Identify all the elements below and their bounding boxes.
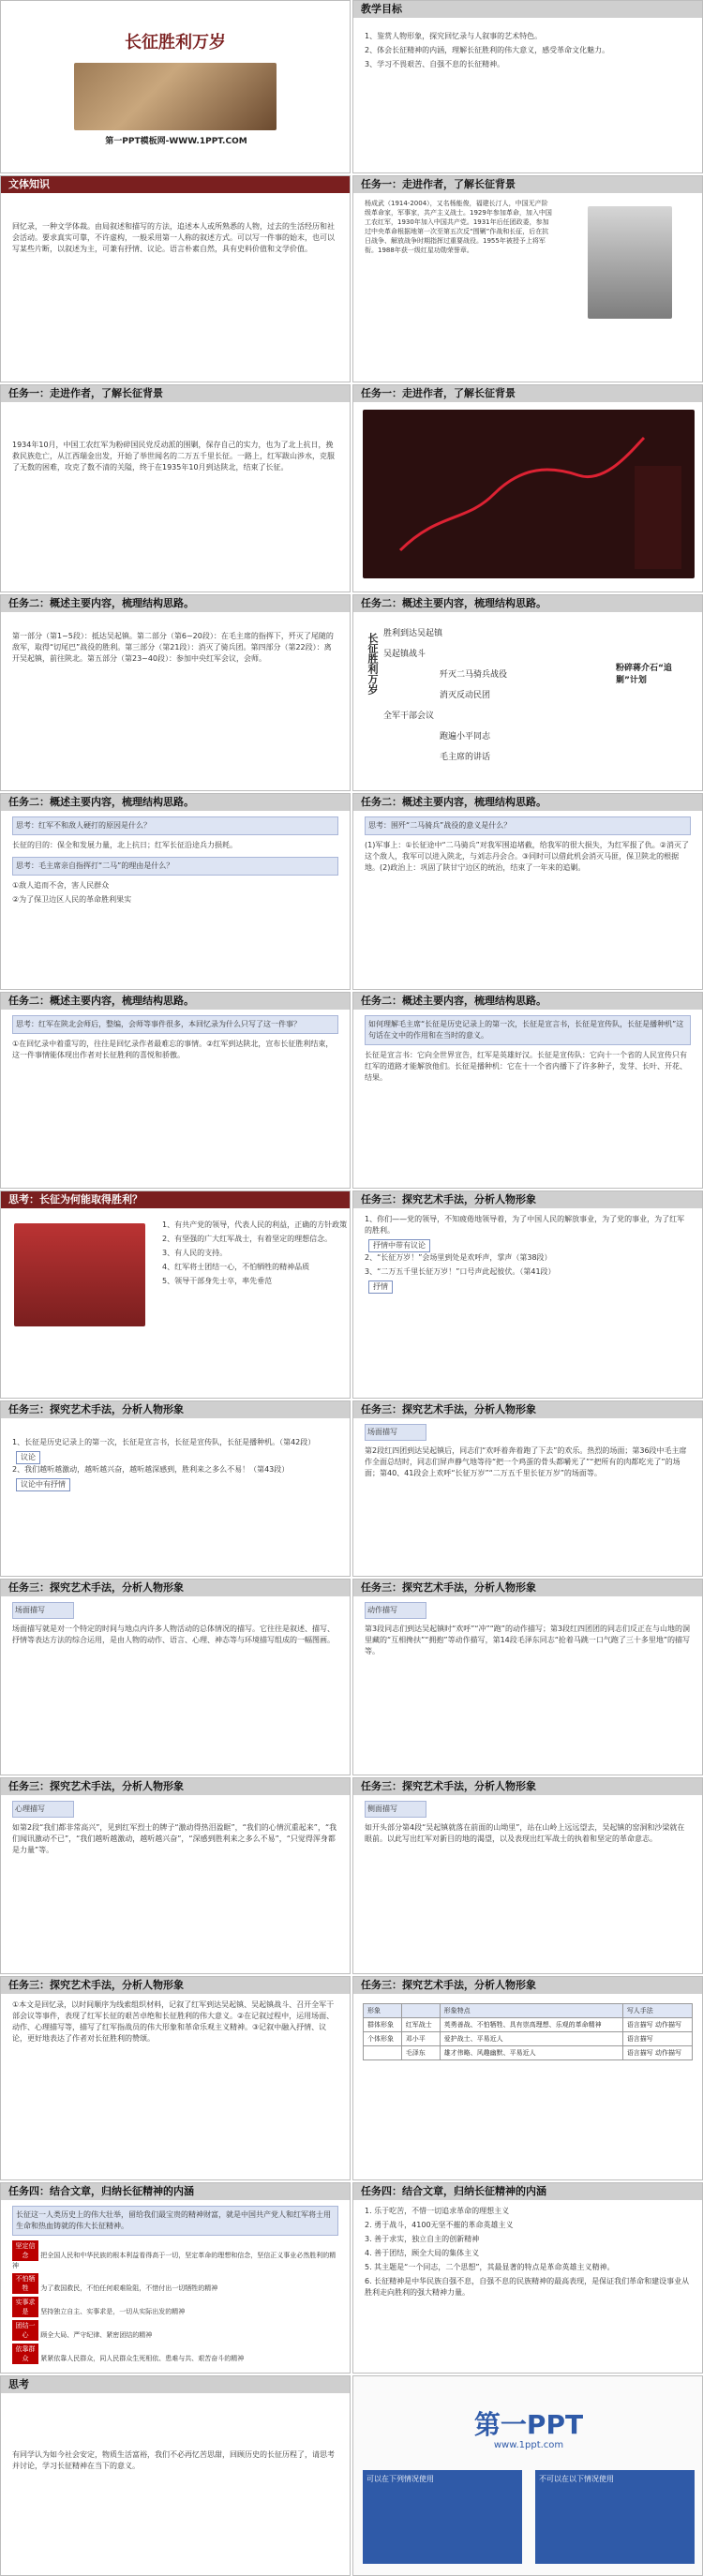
- scene-def-label: 场面描写: [12, 1602, 74, 1619]
- r2c3: 语言描写 动作描写: [622, 2046, 692, 2060]
- r2c1: 毛泽东: [401, 2046, 440, 2060]
- sp-1: 1. 乐于吃苦，不惜一切追求革命的理想主义: [365, 2207, 510, 2215]
- psych-text: 如第2段“我们都非常高兴”，见到红军烈士的牌子“激动得热泪盈眶”，“我们的心情沉重起来”，“我们闻讯激动不已”，“我们越听越激动，越听越兴奋”，“深感到胜利来之多么不易”，“只觉得浑身都是力量”等。: [12, 1823, 337, 1854]
- spirit-2: 为了救国救民，不怕任何艰难险阻，不惜付出一切牺牲的精神: [40, 2284, 218, 2292]
- chip-1: 坚定信念: [12, 2240, 38, 2261]
- r0c3: 语言描写 动作描写: [622, 2018, 692, 2032]
- outline-bar: 任务二：概述主要内容，梳理结构思路。: [1, 595, 350, 612]
- structure-center: 长征胜利万岁: [366, 633, 379, 695]
- th-1: [401, 2004, 440, 2018]
- slide-psych: [0, 1777, 351, 1974]
- slide-side: [352, 1777, 703, 1974]
- q4: 思考：红军在陕北会师后，整编，会师等事件很多，本回忆录为什么只写了这一件事？: [12, 1015, 338, 1034]
- slide-summary: [0, 1976, 351, 2180]
- sp-5: 5. 其主题是“一个同志，二个思想”，其最显著的特点是革命英雄主义精神。: [365, 2263, 615, 2271]
- goal-2: 2、体会长征精神的内涵，理解长征胜利的伟大意义，感受革命文化魅力。: [365, 46, 610, 54]
- think-bar: 思考：长征为何能取得胜利？: [1, 1191, 350, 1208]
- notice1-text: 可以在下列情况使用: [366, 2475, 434, 2483]
- art1-2: 2、“长征万岁！”会场里到处是欢呼声，掌声（第38段）: [365, 1253, 552, 1262]
- scene-def-bar: 任务三：探究艺术手法，分析人物形象: [1, 1580, 350, 1596]
- a3: (1)军事上：①长征途中“二马骑兵”对我军围追堵截，给我军的很大损失，为红军报了仇。②消灭了这个敌人，我军可以进入陕北，与刘志丹会合。③同时可以借此机会消灭马匪，保卫陕北的根据地。(2)政治上：巩固了陕甘宁边区的统治，结束了一年来的追剿。: [365, 841, 689, 872]
- slide-think: [0, 2375, 351, 2576]
- spirit-1: 把全国人民和中华民族的根本利益看得高于一切，坚定革命的理想和信念，坚信正义事业必然胜利的精神: [12, 2252, 337, 2269]
- think2-bar: 思考: [1, 2376, 350, 2393]
- title: 长征胜利万岁: [125, 33, 226, 52]
- author-portrait: [588, 206, 672, 319]
- a2-2: ②为了保卫边区人民的革命胜利果实: [12, 895, 132, 904]
- brand-url: www.1ppt.com: [493, 2440, 564, 2450]
- why-one-bar: 任务二：概述主要内容，梳理结构思路。: [1, 993, 350, 1010]
- author-text: 杨成武（1914-2004），又名杨能俊，福建长汀人，中国无产阶级革命家，军事家，共产主义战士。1929年参加革命，加入中国工农红军，1930年加入中国共产党。1931年后任团政委，参加过中央革命根据地第一次至第五次反“围剿”作战和长征，后在抗日战争、解放战争时期指挥过重要战役。1955年被授予上将军衔。1988年获一级红星功勋荣誉章。: [365, 200, 552, 254]
- characters-bar: 任务三：探究艺术手法，分析人物形象: [353, 1977, 702, 1994]
- art2-bar: 任务三：探究艺术手法，分析人物形象: [1, 1401, 350, 1418]
- point-1: 1、有共产党的领导，代表人民的利益，正确的方针政策: [162, 1221, 348, 1229]
- action-text: 第3段同志们到达吴起镇时“欢呼”“冲”“跑”的动作描写；第3段红四团团的同志们反正在与山地的洞里藏的“互相搀扶”“拥抱”等动作描写，第14段毛泽东同志“抢着马跳一口气跑了三十多里地”的描写等。: [365, 1625, 691, 1655]
- slide-brand: [352, 2375, 703, 2576]
- spirit-5: 紧紧依靠人民群众，同人民群众生死相依、患难与共、艰苦奋斗的精神: [40, 2355, 245, 2362]
- th-0: 形象: [364, 2004, 402, 2018]
- spirit-intro: 长征这一人类历史上的伟大壮举，留给我们最宝贵的精神财富，就是中国共产党人和红军将士用生命和热血铸就的伟大长征精神。: [12, 2206, 338, 2236]
- author-bar: 任务一：走进作者，了解长征背景: [353, 176, 702, 193]
- characters-table: [363, 2003, 693, 2060]
- point-5: 5、领导干部身先士卒，率先垂范: [162, 1277, 273, 1285]
- notice-denied: [535, 2470, 695, 2564]
- side-label: 侧面描写: [365, 1801, 426, 1818]
- art1-tag2: 抒情: [368, 1281, 393, 1294]
- slide-genre: [0, 175, 351, 382]
- art1-3: 3、“二万五千里长征万岁！”口号声此起彼伏。（第41段）: [365, 1267, 556, 1276]
- r0c1: 红军战士: [401, 2018, 440, 2032]
- th-2: 形象特点: [440, 2004, 622, 2018]
- reason-bar: 任务二：概述主要内容，梳理结构思路。: [1, 794, 350, 811]
- spirit-list-bar: 任务四：结合文章，归纳长征精神的内涵: [353, 2183, 702, 2200]
- slide-author: [352, 175, 703, 382]
- a4: ①在回忆录中着重写的，往往是回忆录作者最难忘的事情。②红军到达陕北，宣布长征胜利结束，这一件事情能体现出作者对长征胜利的喜悦和骄傲。: [12, 1040, 334, 1059]
- node-3: 歼灭二马骑兵战役: [440, 670, 508, 680]
- slide-action: [352, 1579, 703, 1775]
- sp-4: 4. 善于团结，顾全大局的集体主义: [365, 2249, 480, 2257]
- slide-q-significance: [352, 793, 703, 990]
- structure-bar: 任务二：概述主要内容，梳理结构思路。: [353, 595, 702, 612]
- point-4: 4、红军将士团结一心，不怕牺牲的精神品质: [162, 1263, 310, 1271]
- spirit-bar: 任务四：结合文章，归纳长征精神的内涵: [1, 2183, 350, 2200]
- side-bar: 任务三：探究艺术手法，分析人物形象: [353, 1778, 702, 1795]
- structure-side: 粉碎蒋介石“追剿”计划: [616, 664, 672, 685]
- caption: 第一PPT模板网-WWW.1PPT.COM: [105, 137, 247, 146]
- sp-2: 2. 勇于战斗，4100无坚不摧的革命英雄主义: [365, 2221, 514, 2229]
- r2c2: 雄才伟略、风趣幽默、平易近人: [440, 2046, 622, 2060]
- chip-4: 团结一心: [12, 2320, 38, 2341]
- slide-art-1: [352, 1191, 703, 1399]
- slide-goals: [352, 0, 703, 173]
- scene-def-text: 场面描写就是对一个特定的时间与地点内许多人物活动的总体情况的描写。它往往是叙述、描写、抒情等表达方法的综合运用，是由人物的动作、语言、心理、神态等与环境描写组成的一幅图画。: [12, 1625, 335, 1644]
- q5: 如何理解毛主席“长征是历史记录上的第一次，长征是宣言书，长征是宣传队，长征是播种机”这句话在文中的作用和在当时的意义。: [365, 1015, 691, 1045]
- art2-tag1: 议论: [16, 1451, 40, 1464]
- slide-title: [0, 0, 351, 173]
- slide-background: [0, 384, 351, 592]
- background-bar: 任务一：走进作者，了解长征背景: [1, 385, 350, 402]
- map-bar: 任务一：走进作者，了解长征背景: [353, 385, 702, 402]
- slide-scene: [352, 1400, 703, 1577]
- a2-1: ①敌人追而不舍，害人民群众: [12, 881, 110, 890]
- node-2: 吴起镇战斗: [383, 650, 426, 659]
- r0c0: 群体形象: [364, 2018, 402, 2032]
- sp-6: 6. 长征精神是中华民族自强不息，自强不息的民族精神的最高表现，是保证我们革命和建设事业从胜利走向胜利的强大精神力量。: [365, 2277, 690, 2297]
- art1-bar: 任务三：探究艺术手法，分析人物形象: [353, 1191, 702, 1208]
- r1c3: 语言描写: [622, 2032, 692, 2046]
- genre-bar: 文体知识: [1, 176, 350, 193]
- slide-q-reason: [0, 793, 351, 990]
- background-text: 1934年10月，中国工农红军为粉碎国民党反动派的围剿，保存自己的实力，也为了北上抗日，挽救民族危亡，从江西瑞金出发，开始了举世闻名的二万五千里长征。一路上，红军跋山涉水，克服了无数的困难，攻克了数不清的关隘，终于在1935年10月到达陕北，结束了长征。: [12, 441, 335, 472]
- goals-bar: 教学目标: [353, 1, 702, 18]
- art1-tag1: 抒情中带有议论: [368, 1239, 430, 1252]
- art2-tag2: 议论中有抒情: [16, 1478, 70, 1491]
- a5: 长征是宣言书：它向全世界宣告，红军是英雄好汉。长征是宣传队：它向十一个省的人民宣传只有红军的道路才能解放他们。长征是播种机：它在十一个省内播下了许多种子，发芽、长叶、开花、结果。: [365, 1051, 687, 1082]
- chip-5: 依靠群众: [12, 2344, 38, 2364]
- slide-spirit-list: [352, 2182, 703, 2374]
- think2-text: 有同学认为如今社会安定，物质生活富裕，我们不必再忆苦思甜，回顾历史的长征历程了，请思考并讨论，学习长征精神在当下的意义。: [12, 2450, 335, 2470]
- r1c1: 邓小平: [401, 2032, 440, 2046]
- q2: 思考：毛主席亲自指挥打“二马”的理由是什么？: [12, 857, 338, 876]
- slide-characters: [352, 1976, 703, 2180]
- chip-3: 实事求是: [12, 2297, 38, 2317]
- art2-2: 2、我们越听越激动，越听越兴奋，越听越深感到，胜利来之多么不易！（第43段）: [12, 1465, 290, 1474]
- r0c2: 英勇善战、不怕牺牲、具有崇高理想、乐观的革命精神: [440, 2018, 622, 2032]
- goal-1: 1、鉴赏人物形象，探究回忆录与人叙事的艺术特色。: [365, 32, 543, 40]
- brand-logo: 第一PPT: [473, 2409, 584, 2440]
- chip-2: 不怕牺牲: [12, 2273, 38, 2294]
- q1: 思考：红军不和敌人硬打的原因是什么？: [12, 816, 338, 835]
- psych-bar: 任务三：探究艺术手法，分析人物形象: [1, 1778, 350, 1795]
- node-1: 胜利到达吴起镇: [383, 629, 443, 638]
- slide-victory-reasons: [0, 1191, 351, 1399]
- long-march-painting: [74, 63, 277, 130]
- slide-scene-def: [0, 1579, 351, 1775]
- art2-1: 1、长征是历史记录上的第一次，长征是宣言书，长征是宣传队，长征是播种机。（第42段）: [12, 1438, 316, 1446]
- slide-structure: [352, 594, 703, 791]
- psych-label: 心理描写: [12, 1801, 74, 1818]
- node-6: 跑遍小平同志: [440, 732, 491, 741]
- sp-3: 3. 善于求实，独立自主的创新精神: [365, 2235, 480, 2243]
- point-3: 3、有人民的支持。: [162, 1249, 228, 1257]
- notice2-text: 不可以在以下情况使用: [539, 2475, 614, 2483]
- scene-bar: 任务三：探究艺术手法，分析人物形象: [353, 1401, 702, 1418]
- action-label: 动作描写: [365, 1602, 426, 1619]
- action-bar: 任务三：探究艺术手法，分析人物形象: [353, 1580, 702, 1596]
- scene-text: 第2段红四团到达吴起镇后，同志们“欢呼着奔着跑了下去”的欢乐。热烈的场面；第36段中毛主席作全面总结时，同志们屏声静气地等待“把一个鸡蛋的骨头都嚼光了”“把所有的肉都吃光了”的场面；第40、41段会上欢呼“长征万岁”“二万五千里长征万岁”的场面等。: [365, 1446, 687, 1477]
- node-7: 毛主席的讲话: [440, 753, 491, 762]
- th-3: 写人手法: [622, 2004, 692, 2018]
- q3: 思考：围歼“二马骑兵”战役的意义是什么？: [365, 816, 691, 835]
- scene-label: 场面描写: [365, 1424, 426, 1441]
- summary-bar: 任务三：探究艺术手法，分析人物形象: [1, 1977, 350, 1994]
- a1: 长征的目的：保全和发展力量，北上抗日；红军长征沿途兵力损耗。: [12, 841, 237, 849]
- red-flag-photo: [14, 1223, 145, 1326]
- node-5: 全军干部会议: [383, 711, 435, 721]
- side-text: 如开头部分第4段“吴起镇就落在前面的山坳里”，站在山岭上远远望去，吴起镇的窑洞和沙梁就在眼前。以此写出红军对新目的地的渴望，以及表现出红军战士的执着和坚定的革命意志。: [365, 1823, 685, 1843]
- slide-map: [352, 384, 703, 592]
- outline-text: 第一部分（第1~5段）：抵达吴起镇。第二部分（第6~20段）：在毛主席的指挥下，歼灭了尾随的敌军，取得“切尾巴”战役的胜利。第三部分（第21段）：消灭了骑兵团。第四部分（第22段）：离开吴起镇，前往陕北。第五部分（第23~40段）：参加中央红军会议，会师。: [12, 632, 334, 663]
- spirit-4: 顾全大局、严守纪律、紧密团结的精神: [40, 2331, 153, 2339]
- genre-text: 回忆录，一种文学体裁。由局叙述和描写的方法，追述本人或所熟悉的人物，过去的生活经历和社会活动。要求真实可靠，不许虚构，一般采用第一人称的叙述方式。可以写一件事的始末，也可以写某些片断，以叙述为主，可兼有抒情、议论。语言朴素自然，具有史料价值和文学价值。: [12, 222, 335, 253]
- slide-outline: [0, 594, 351, 791]
- r2c0: [364, 2046, 402, 2060]
- node-4: 消灭反动民团: [440, 691, 491, 700]
- long-march-map: [363, 410, 695, 578]
- notice-allowed: [363, 2470, 522, 2564]
- r1c2: 爱护战士、平易近人: [440, 2032, 622, 2046]
- slide-q-why-one: [0, 992, 351, 1189]
- significance-bar: 任务二：概述主要内容，梳理结构思路。: [353, 794, 702, 811]
- slide-q-mao: [352, 992, 703, 1189]
- slide-spirit: [0, 2182, 351, 2374]
- r1c0: 个体形象: [364, 2032, 402, 2046]
- spirit-3: 坚持独立自主、实事求是，一切从实际出发的精神: [40, 2308, 186, 2315]
- mao-bar: 任务二：概述主要内容，梳理结构思路。: [353, 993, 702, 1010]
- point-2: 2、有坚强的广大红军战士，有着坚定的理想信念。: [162, 1235, 333, 1243]
- summary-text: ①本文是回忆录，以时间顺序为线索组织材料，记叙了红军到达吴起镇、吴起镇战斗、召开全军干部会议等事件，表现了红军长征的艰苦卓绝和长征胜利的伟大意义。②在记叙过程中，运用场面、动作、心理描写等，描写了红军指战员的伟大形象和革命乐观主义精神。③记叙中融入抒情、议论，更好地表达了作者对长征胜利的赞颂。: [12, 2000, 335, 2043]
- goal-3: 3、学习不畏艰苦、自强不息的长征精神。: [365, 60, 505, 68]
- art1-1: 1、你们——党的领导，不知疲倦地领导着，为了中国人民的解放事业，为了党的事业，为了红军的胜利。: [365, 1215, 685, 1235]
- slide-art-2: [0, 1400, 351, 1577]
